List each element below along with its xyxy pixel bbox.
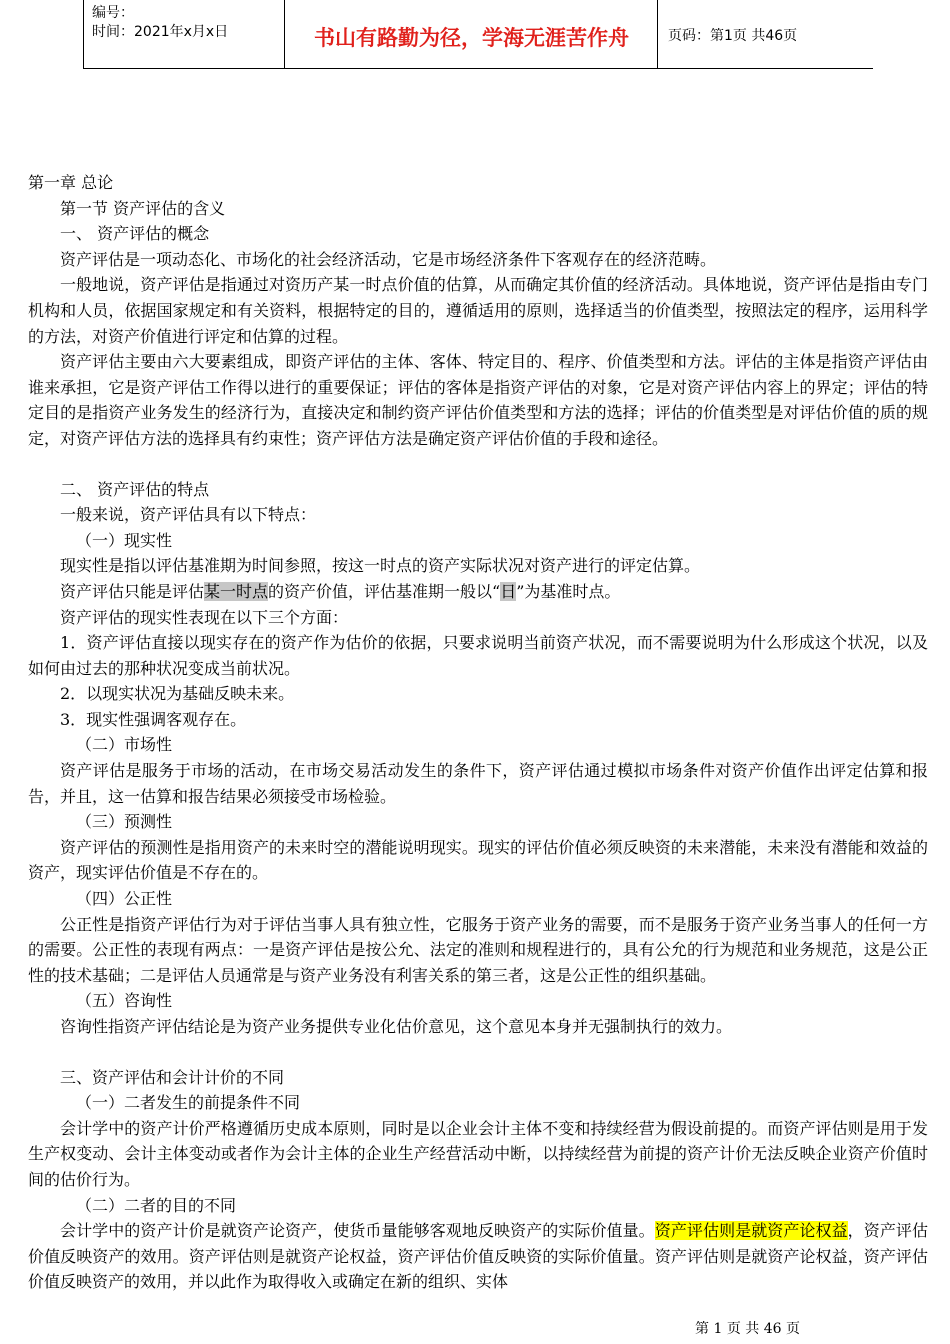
text-run: 的资产价值，评估基准期一般以“	[268, 581, 501, 601]
header-date-label: 时间：2021年x月x日	[92, 24, 229, 40]
text-run: ”为基准时点。	[516, 581, 621, 601]
subheading: （三）预测性	[76, 812, 173, 832]
header-meta-cell	[83, 0, 285, 68]
header-motto: 书山有路勤为径，学海无涯苦作舟	[314, 26, 629, 50]
list-item: 1．资产评估直接以现实存在的资产作为估价的依据，只要求说明当前资产状况，而不需要说明为什么形成这个状况，以及如何由过去的那种状况变成当前状况。	[28, 633, 928, 678]
paragraph: 资产评估主要由六大要素组成，即资产评估的主体、客体、特定目的、程序、价值类型和方法。评估的主体是指资产评估由谁来承担，它是资产评估工作得以进行的重要保证；评估的客体是指资产评估的对象，它是对资产评估内容上的界定；评估的特定目的是指资产业务发生的经济行为，直接决定和制约资产评估价值类型和方法的选择；评估的价值类型是对评估价值的质的规定，对资产评估方法的选择具有约束性；资产评估方法是确定资产评估价值的手段和途径。	[28, 352, 928, 448]
header-number-label: 编号：	[92, 5, 134, 21]
highlighted-text: 某一时点	[204, 581, 269, 601]
subheading: （二）二者的目的不同	[76, 1195, 237, 1215]
subheading: （四）公正性	[76, 889, 173, 909]
paragraph: 公正性是指资产评估行为对于评估当事人具有独立性，它服务于资产业务的需要，而不是服务于资产业务当事人的任何一方的需要。公正性的表现有两点：一是资产评估是按公允、法定的准则和规程进行的，具有公允的行为规范和业务规范，这是公正性的技术基础；二是评估人员通常是与资产业务没有利害关系的第三者，这是公正性的组织基础。	[28, 914, 928, 985]
highlighted-text: 日	[500, 581, 517, 601]
list-item: 2．以现实状况为基础反映未来。	[60, 684, 295, 704]
text-run: 会计学中的资产计价是就资产论资产，使货币量能够客观地反映资产的实际价值量。	[60, 1221, 655, 1241]
subheading: （二）市场性	[76, 735, 173, 755]
list-item: 3．现实性强调客观存在。	[60, 709, 247, 729]
heading-features: 二、 资产评估的特点	[60, 479, 210, 499]
paragraph: 资产评估的预测性是指用资产的未来时空的潜能说明现实。现实的评估价值必须反映资的未来潜能，未来没有潜能和效益的资产，现实评估价值是不存在的。	[28, 837, 928, 883]
paragraph: 现实性是指以评估基准期为时间参照，按这一时点的资产实际状况对资产进行的评定估算。	[60, 556, 701, 576]
paragraph: 咨询性指资产评估结论是为资产业务提供专业化估价意见，这个意见本身并无强制执行的效力。	[60, 1017, 733, 1036]
page-header	[83, 0, 873, 69]
header-page-cell	[657, 0, 874, 68]
header-motto-cell	[284, 0, 658, 68]
heading-concept: 一、 资产评估的概念	[60, 224, 210, 244]
paragraph: 资产评估的现实性表现在以下三个方面：	[60, 607, 349, 627]
paragraph: 一般地说，资产评估是指通过对资历产某一时点价值的估算，从而确定其价值的经济活动。具体地说，资产评估是指由专门机构和人员，依据国家规定和有关资料，根据特定的目的，遵循适用的原则，选择适当的价值类型，按照法定的程序，运用科学的方法，对资产价值进行评定和估算的过程。	[28, 275, 928, 346]
header-page-info: 页码：第1页 共46页	[668, 28, 798, 44]
paragraph: 会计学中的资产计价严格遵循历史成本原则，同时是以企业会计主体不变和持续经营为假设前提的。而资产评估则是用于发生产权变动、会计主体变动或者作为会计主体的企业生产经营活动中断，以持续经营为前提的资产计价无法反映企业资产价值时间的估价行为。	[28, 1118, 928, 1189]
page-footer: 第 1 页 共 46 页	[695, 1321, 800, 1337]
subheading: （一）现实性	[76, 530, 173, 550]
chapter-title: 第一章 总论	[28, 173, 114, 192]
paragraph	[28, 579, 928, 605]
paragraph: 资产评估是一项动态化、市场化的社会经济活动，它是市场经济条件下客观存在的经济范畴。	[60, 249, 717, 269]
paragraph: 一般来说，资产评估具有以下特点：	[60, 505, 317, 525]
paragraph	[28, 1218, 928, 1295]
paragraph: 资产评估是服务于市场的活动，在市场交易活动发生的条件下，资产评估通过模拟市场条件对资产价值作出评定估算和报告，并且，这一估算和报告结果必须接受市场检验。	[28, 761, 928, 806]
text-run: 资产评估只能是评估	[60, 581, 205, 601]
heading-differences: 三、资产评估和会计计价的不同	[60, 1067, 285, 1087]
highlighted-text: 资产评估则是就资产论权益	[654, 1221, 848, 1241]
subheading: （一）二者发生的前提条件不同	[76, 1093, 301, 1113]
section-title: 第一节 资产评估的含义	[60, 198, 226, 218]
subheading: （五）咨询性	[76, 991, 173, 1011]
text-run: ，资产评估价值反映资产的效用。资产评估则是就资产论权益，资产评估价值反映资的实际价值量。资产评估则是就资产论权益，资产评估价值反映资产的效用，并以此作为取得收入或确定在新的组织、实体	[28, 1221, 928, 1292]
document-body	[28, 170, 928, 1295]
